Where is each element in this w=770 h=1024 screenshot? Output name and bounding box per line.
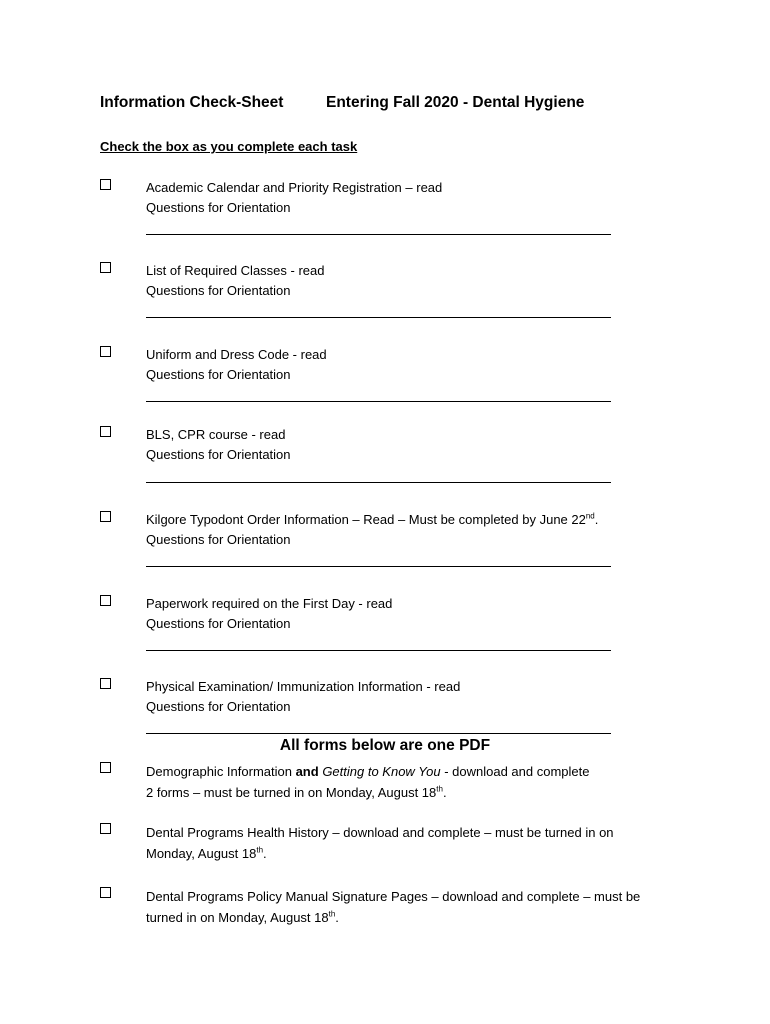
task-checkbox[interactable] xyxy=(100,179,111,190)
form-text-end: . xyxy=(263,846,267,861)
task-checkbox[interactable] xyxy=(100,262,111,273)
answer-line[interactable] xyxy=(146,401,611,402)
form-text xyxy=(146,886,686,928)
answer-line[interactable] xyxy=(146,650,611,651)
task-text xyxy=(146,345,327,385)
task-label: Paperwork required on the First Day - read xyxy=(146,596,393,611)
task-sub: Questions for Orientation xyxy=(146,532,291,547)
task-label: BLS, CPR course - read xyxy=(146,427,286,442)
task-text xyxy=(146,510,598,550)
task-checkbox[interactable] xyxy=(100,346,111,357)
task-label-sup: nd xyxy=(585,511,595,521)
form-text-sup: th xyxy=(256,845,264,855)
form-checkbox[interactable] xyxy=(100,887,111,898)
task-checkbox[interactable] xyxy=(100,595,111,606)
task-label xyxy=(146,510,598,530)
instruction-text: Check the box as you complete each task xyxy=(100,139,358,154)
page-header xyxy=(100,94,585,112)
task-sub: Questions for Orientation xyxy=(146,367,291,382)
task-item xyxy=(100,510,680,570)
answer-line[interactable] xyxy=(146,566,611,567)
form-text-part: 2 forms – must be turned in on Monday, August 18 xyxy=(146,785,437,800)
form-text-end: . xyxy=(442,785,447,800)
answer-line[interactable] xyxy=(146,234,611,235)
task-label: Physical Examination/ Immunization Information - read xyxy=(146,679,461,694)
form-text-bold: and xyxy=(295,764,319,779)
form-text-sup: th xyxy=(328,909,336,919)
task-sub: Questions for Orientation xyxy=(146,699,291,714)
form-text-part: - download and complete xyxy=(440,764,590,779)
task-sub: Questions for Orientation xyxy=(146,200,291,215)
task-item xyxy=(100,594,680,654)
form-text-sup: th xyxy=(436,784,443,794)
task-label-main: Kilgore Typodont Order Information – Read – Must be completed by June 22 xyxy=(146,512,586,527)
task-checkbox[interactable] xyxy=(100,426,111,437)
header-title-left: Information Check-Sheet xyxy=(100,94,284,111)
answer-line[interactable] xyxy=(146,733,611,734)
form-text-part: Monday, August 18 xyxy=(146,846,257,861)
task-checkbox[interactable] xyxy=(100,511,111,522)
task-item xyxy=(100,425,680,485)
pdf-form-item xyxy=(100,886,680,930)
form-text-line1 xyxy=(146,761,686,782)
pdf-form-item xyxy=(100,761,680,805)
form-text-line1: Dental Programs Health History – download and complete – must be turned in on xyxy=(146,825,614,840)
task-text xyxy=(146,677,460,717)
task-item xyxy=(100,345,680,405)
task-label: Uniform and Dress Code - read xyxy=(146,347,327,362)
answer-line[interactable] xyxy=(146,317,611,318)
form-text-end: . xyxy=(335,910,339,925)
form-checkbox[interactable] xyxy=(100,762,111,773)
pdf-form-item xyxy=(100,822,680,866)
task-checkbox[interactable] xyxy=(100,678,111,689)
form-checkbox[interactable] xyxy=(100,823,111,834)
header-title-right: Entering Fall 2020 - Dental Hygiene xyxy=(326,94,585,111)
answer-line[interactable] xyxy=(146,482,611,483)
task-sub: Questions for Orientation xyxy=(146,447,291,462)
task-item xyxy=(100,261,680,321)
task-item xyxy=(100,677,680,737)
form-text-line2 xyxy=(146,782,686,803)
task-label: Academic Calendar and Priority Registration – read xyxy=(146,180,443,195)
task-label-end: . xyxy=(594,512,599,527)
form-text-part: Demographic Information xyxy=(146,764,296,779)
form-text-part: turned in on Monday, August 18 xyxy=(146,910,329,925)
task-sub: Questions for Orientation xyxy=(146,616,291,631)
task-item xyxy=(100,178,680,238)
task-text xyxy=(146,261,324,301)
form-text-line2 xyxy=(146,843,686,864)
form-text xyxy=(146,822,686,864)
form-text xyxy=(146,761,686,803)
task-text xyxy=(146,178,442,218)
task-text xyxy=(146,425,291,465)
task-label: List of Required Classes - read xyxy=(146,263,325,278)
task-sub: Questions for Orientation xyxy=(146,283,291,298)
task-text xyxy=(146,594,392,634)
form-text-line2 xyxy=(146,907,686,928)
form-text-italic: Getting to Know You xyxy=(318,764,441,779)
pdf-section-title: All forms below are one PDF xyxy=(279,737,491,754)
form-text-line1: Dental Programs Policy Manual Signature Pages – download and complete – must be xyxy=(146,889,641,904)
